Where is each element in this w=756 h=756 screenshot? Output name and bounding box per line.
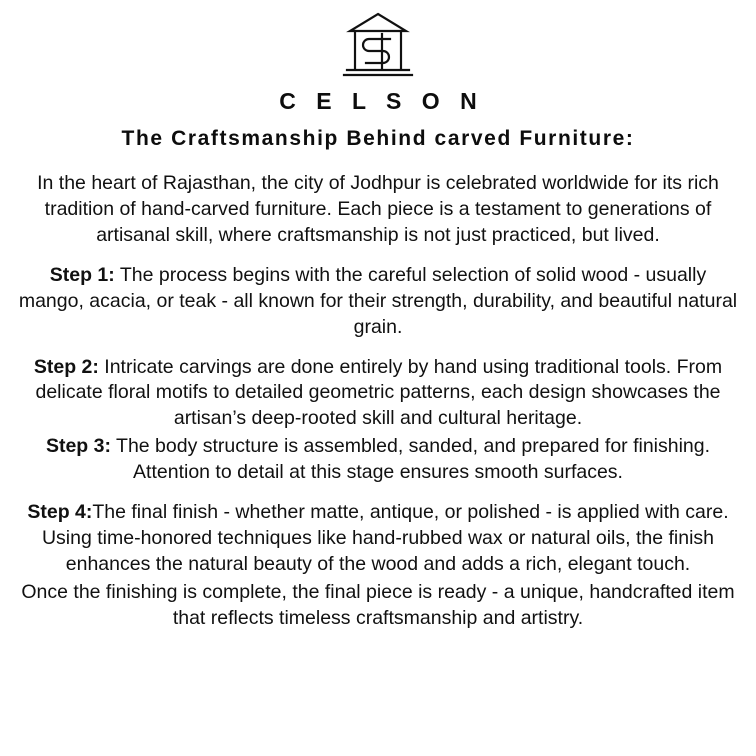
- step-text-4: The final finish - whether matte, antique, or polished - is applied with care. Using time-honored techniques like hand-rubbed wax or natural oils, the finish enhances the natural beauty of the wood and adds a rich, elegant touch.: [41, 501, 729, 575]
- step-label-3: Step 3:: [45, 435, 111, 458]
- step-text-1: The process begins with the careful selection of solid wood - usually mango, acacia, or teak - all known for their strength, durability, and beautiful natural grain.: [18, 263, 738, 338]
- page-title: The Craftsmanship Behind carved Furniture:: [121, 127, 635, 150]
- closing-paragraph: Once the finishing is complete, the final piece is ready - a unique, handcrafted item that reflects timeless craftsmanship and artistry.: [21, 580, 735, 629]
- step-paragraph-1: [15, 263, 741, 341]
- step-label-2: Step 2:: [33, 355, 99, 378]
- step-text-2: Intricate carvings are done entirely by hand using traditional tools. From delicate floral motifs to detailed geometric patterns, each design showcases the artisan’s deep-rooted skill and cultural heritage.: [35, 355, 723, 430]
- step-paragraph-2: [15, 355, 741, 433]
- intro-paragraph: In the heart of Rajasthan, the city of Jodhpur is celebrated worldwide for its rich tradition of hand-carved furniture. Each piece is a testament to generations of artisanal skill, where craftsmanship is not just practiced, but lived.: [37, 172, 719, 246]
- step-label-4: Step 4:: [27, 501, 93, 524]
- brand-name: C E L S O N: [279, 88, 484, 114]
- celson-monogram-icon: [335, 10, 421, 82]
- step-text-3: The body structure is assembled, sanded, and prepared for finishing. Attention to detail at this stage ensures smooth surfaces.: [110, 435, 711, 484]
- step-label-1: Step 1:: [49, 263, 115, 286]
- step-paragraph-3: [15, 434, 741, 486]
- step-paragraph-4: [15, 500, 741, 578]
